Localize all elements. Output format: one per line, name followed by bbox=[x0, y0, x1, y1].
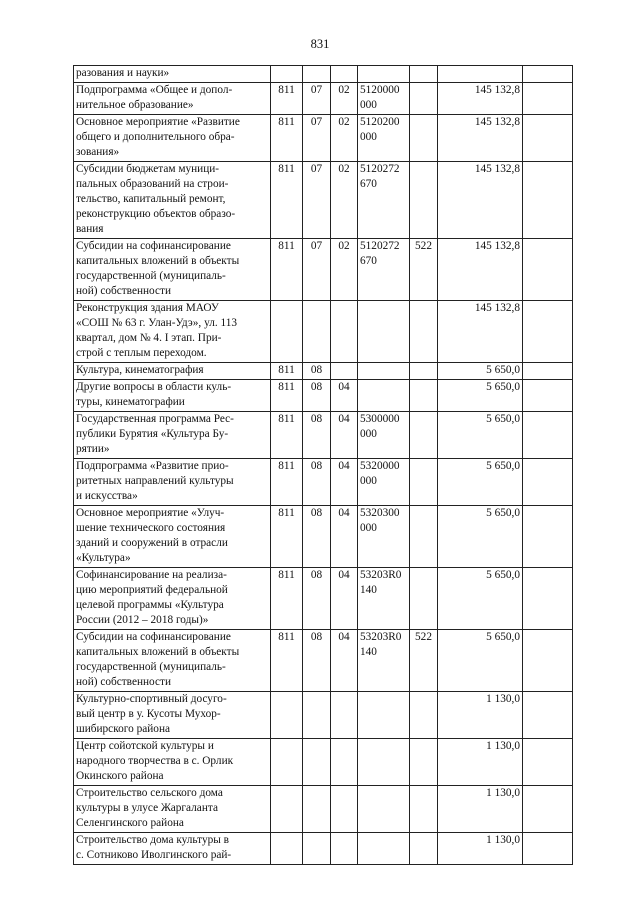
table-row bbox=[74, 506, 573, 568]
ministry-code-cell: 811 bbox=[271, 630, 303, 692]
target-article-cell bbox=[358, 692, 410, 739]
ministry-code-cell bbox=[271, 692, 303, 739]
section-code-cell: 08 bbox=[303, 380, 331, 412]
expense-type-cell bbox=[410, 786, 438, 833]
amount-cell: 5 650,0 bbox=[438, 630, 523, 692]
expense-type-cell bbox=[410, 692, 438, 739]
section-code-cell: 08 bbox=[303, 630, 331, 692]
target-article-cell bbox=[358, 739, 410, 786]
amount-cell: 1 130,0 bbox=[438, 739, 523, 786]
ministry-code-cell: 811 bbox=[271, 363, 303, 380]
item-name-cell: разования и науки» bbox=[74, 66, 271, 83]
extra-cell bbox=[523, 568, 573, 630]
table-row bbox=[74, 66, 573, 83]
expense-type-cell bbox=[410, 363, 438, 380]
table-body bbox=[74, 66, 573, 865]
section-code-cell: 07 bbox=[303, 83, 331, 115]
extra-cell bbox=[523, 363, 573, 380]
target-article-cell: 5320300 000 bbox=[358, 506, 410, 568]
target-article-cell bbox=[358, 380, 410, 412]
amount-cell: 145 132,8 bbox=[438, 83, 523, 115]
item-name-cell: Софинансирование на реализа- цию мероприятий федеральной целевой программы «Культура России (2012 – 2018 годы)» bbox=[74, 568, 271, 630]
item-name-cell: Культура, кинематография bbox=[74, 363, 271, 380]
table-row bbox=[74, 301, 573, 363]
item-name-cell: Строительство сельского дома культуры в улусе Жаргаланта Селенгинского района bbox=[74, 786, 271, 833]
target-article-cell bbox=[358, 301, 410, 363]
item-name-cell: Другие вопросы в области куль- туры, кинематографии bbox=[74, 380, 271, 412]
extra-cell bbox=[523, 459, 573, 506]
amount-cell: 145 132,8 bbox=[438, 115, 523, 162]
table-row bbox=[74, 239, 573, 301]
table-row bbox=[74, 692, 573, 739]
table-row bbox=[74, 115, 573, 162]
subsection-code-cell: 02 bbox=[331, 83, 358, 115]
amount-cell: 5 650,0 bbox=[438, 363, 523, 380]
expense-type-cell: 522 bbox=[410, 239, 438, 301]
ministry-code-cell: 811 bbox=[271, 115, 303, 162]
ministry-code-cell bbox=[271, 833, 303, 865]
item-name-cell: Реконструкция здания МАОУ «СОШ № 63 г. Улан-Удэ», ул. 113 квартал, дом № 4. I этап. При- строй с теплым переходом. bbox=[74, 301, 271, 363]
table-row bbox=[74, 739, 573, 786]
target-article-cell: 5120000 000 bbox=[358, 83, 410, 115]
subsection-code-cell: 02 bbox=[331, 115, 358, 162]
section-code-cell bbox=[303, 786, 331, 833]
expense-type-cell bbox=[410, 506, 438, 568]
expense-type-cell bbox=[410, 301, 438, 363]
extra-cell bbox=[523, 83, 573, 115]
extra-cell bbox=[523, 301, 573, 363]
amount-cell: 5 650,0 bbox=[438, 568, 523, 630]
table-row bbox=[74, 786, 573, 833]
target-article-cell bbox=[358, 833, 410, 865]
section-code-cell bbox=[303, 301, 331, 363]
target-article-cell: 5120272 670 bbox=[358, 239, 410, 301]
item-name-cell: Субсидии на софинансирование капитальных вложений в объекты государственной (муниципаль- ной) собственности bbox=[74, 630, 271, 692]
ministry-code-cell bbox=[271, 739, 303, 786]
table-row bbox=[74, 83, 573, 115]
expense-type-cell bbox=[410, 66, 438, 83]
section-code-cell: 08 bbox=[303, 459, 331, 506]
ministry-code-cell: 811 bbox=[271, 162, 303, 239]
target-article-cell: 5300000 000 bbox=[358, 412, 410, 459]
extra-cell bbox=[523, 380, 573, 412]
subsection-code-cell: 04 bbox=[331, 506, 358, 568]
subsection-code-cell bbox=[331, 833, 358, 865]
subsection-code-cell: 02 bbox=[331, 162, 358, 239]
item-name-cell: Строительство дома культуры в с. Сотниково Иволгинского рай- bbox=[74, 833, 271, 865]
extra-cell bbox=[523, 739, 573, 786]
amount-cell: 5 650,0 bbox=[438, 412, 523, 459]
section-code-cell: 08 bbox=[303, 568, 331, 630]
amount-cell: 1 130,0 bbox=[438, 692, 523, 739]
table-row bbox=[74, 630, 573, 692]
ministry-code-cell: 811 bbox=[271, 459, 303, 506]
expense-type-cell bbox=[410, 739, 438, 786]
subsection-code-cell: 04 bbox=[331, 630, 358, 692]
amount-cell: 145 132,8 bbox=[438, 301, 523, 363]
expense-type-cell bbox=[410, 412, 438, 459]
ministry-code-cell: 811 bbox=[271, 239, 303, 301]
section-code-cell: 08 bbox=[303, 412, 331, 459]
table-row bbox=[74, 162, 573, 239]
extra-cell bbox=[523, 239, 573, 301]
subsection-code-cell: 04 bbox=[331, 380, 358, 412]
ministry-code-cell: 811 bbox=[271, 380, 303, 412]
target-article-cell: 5120200 000 bbox=[358, 115, 410, 162]
budget-table bbox=[73, 65, 573, 865]
subsection-code-cell bbox=[331, 786, 358, 833]
extra-cell bbox=[523, 162, 573, 239]
subsection-code-cell bbox=[331, 692, 358, 739]
table-row bbox=[74, 363, 573, 380]
extra-cell bbox=[523, 412, 573, 459]
section-code-cell: 07 bbox=[303, 115, 331, 162]
amount-cell: 5 650,0 bbox=[438, 459, 523, 506]
section-code-cell: 08 bbox=[303, 363, 331, 380]
table-row bbox=[74, 568, 573, 630]
expense-type-cell: 522 bbox=[410, 630, 438, 692]
subsection-code-cell bbox=[331, 739, 358, 786]
table-row bbox=[74, 459, 573, 506]
ministry-code-cell: 811 bbox=[271, 412, 303, 459]
extra-cell bbox=[523, 692, 573, 739]
subsection-code-cell: 04 bbox=[331, 412, 358, 459]
item-name-cell: Основное мероприятие «Развитие общего и дополнительного обра- зования» bbox=[74, 115, 271, 162]
target-article-cell: 53203R0 140 bbox=[358, 630, 410, 692]
amount-cell: 5 650,0 bbox=[438, 506, 523, 568]
extra-cell bbox=[523, 66, 573, 83]
amount-cell: 145 132,8 bbox=[438, 162, 523, 239]
subsection-code-cell bbox=[331, 66, 358, 83]
item-name-cell: Культурно-спортивный досуго- вый центр в у. Кусоты Мухор- шибирского района bbox=[74, 692, 271, 739]
section-code-cell bbox=[303, 739, 331, 786]
ministry-code-cell bbox=[271, 786, 303, 833]
extra-cell bbox=[523, 115, 573, 162]
target-article-cell bbox=[358, 66, 410, 83]
section-code-cell bbox=[303, 692, 331, 739]
subsection-code-cell: 04 bbox=[331, 459, 358, 506]
extra-cell bbox=[523, 506, 573, 568]
target-article-cell bbox=[358, 363, 410, 380]
amount-cell: 1 130,0 bbox=[438, 833, 523, 865]
ministry-code-cell: 811 bbox=[271, 83, 303, 115]
item-name-cell: Подпрограмма «Развитие прио- ритетных направлений культуры и искусства» bbox=[74, 459, 271, 506]
ministry-code-cell: 811 bbox=[271, 568, 303, 630]
target-article-cell: 5120272 670 bbox=[358, 162, 410, 239]
amount-cell: 1 130,0 bbox=[438, 786, 523, 833]
extra-cell bbox=[523, 630, 573, 692]
section-code-cell bbox=[303, 66, 331, 83]
extra-cell bbox=[523, 833, 573, 865]
expense-type-cell bbox=[410, 459, 438, 506]
expense-type-cell bbox=[410, 115, 438, 162]
ministry-code-cell bbox=[271, 66, 303, 83]
amount-cell bbox=[438, 66, 523, 83]
item-name-cell: Субсидии на софинансирование капитальных вложений в объекты государственной (муниципаль- ной) собственности bbox=[74, 239, 271, 301]
page-number: 831 bbox=[310, 37, 330, 51]
expense-type-cell bbox=[410, 83, 438, 115]
item-name-cell: Центр сойотской культуры и народного творчества в с. Орлик Окинского района bbox=[74, 739, 271, 786]
target-article-cell: 53203R0 140 bbox=[358, 568, 410, 630]
ministry-code-cell bbox=[271, 301, 303, 363]
subsection-code-cell: 04 bbox=[331, 568, 358, 630]
expense-type-cell bbox=[410, 833, 438, 865]
section-code-cell: 07 bbox=[303, 162, 331, 239]
expense-type-cell bbox=[410, 568, 438, 630]
section-code-cell bbox=[303, 833, 331, 865]
amount-cell: 5 650,0 bbox=[438, 380, 523, 412]
item-name-cell: Подпрограмма «Общее и допол- нительное образование» bbox=[74, 83, 271, 115]
extra-cell bbox=[523, 786, 573, 833]
table-row bbox=[74, 412, 573, 459]
item-name-cell: Основное мероприятие «Улуч- шение технического состояния зданий и сооружений в отрасли «Культура» bbox=[74, 506, 271, 568]
table-row bbox=[74, 833, 573, 865]
subsection-code-cell bbox=[331, 301, 358, 363]
subsection-code-cell bbox=[331, 363, 358, 380]
target-article-cell: 5320000 000 bbox=[358, 459, 410, 506]
expense-type-cell bbox=[410, 162, 438, 239]
ministry-code-cell: 811 bbox=[271, 506, 303, 568]
amount-cell: 145 132,8 bbox=[438, 239, 523, 301]
table-row bbox=[74, 380, 573, 412]
item-name-cell: Субсидии бюджетам муници- пальных образований на строи- тельство, капитальный ремонт, реконструкцию объектов образо- вания bbox=[74, 162, 271, 239]
expense-type-cell bbox=[410, 380, 438, 412]
section-code-cell: 07 bbox=[303, 239, 331, 301]
subsection-code-cell: 02 bbox=[331, 239, 358, 301]
target-article-cell bbox=[358, 786, 410, 833]
section-code-cell: 08 bbox=[303, 506, 331, 568]
item-name-cell: Государственная программа Рес- публики Бурятия «Культура Бу- рятии» bbox=[74, 412, 271, 459]
